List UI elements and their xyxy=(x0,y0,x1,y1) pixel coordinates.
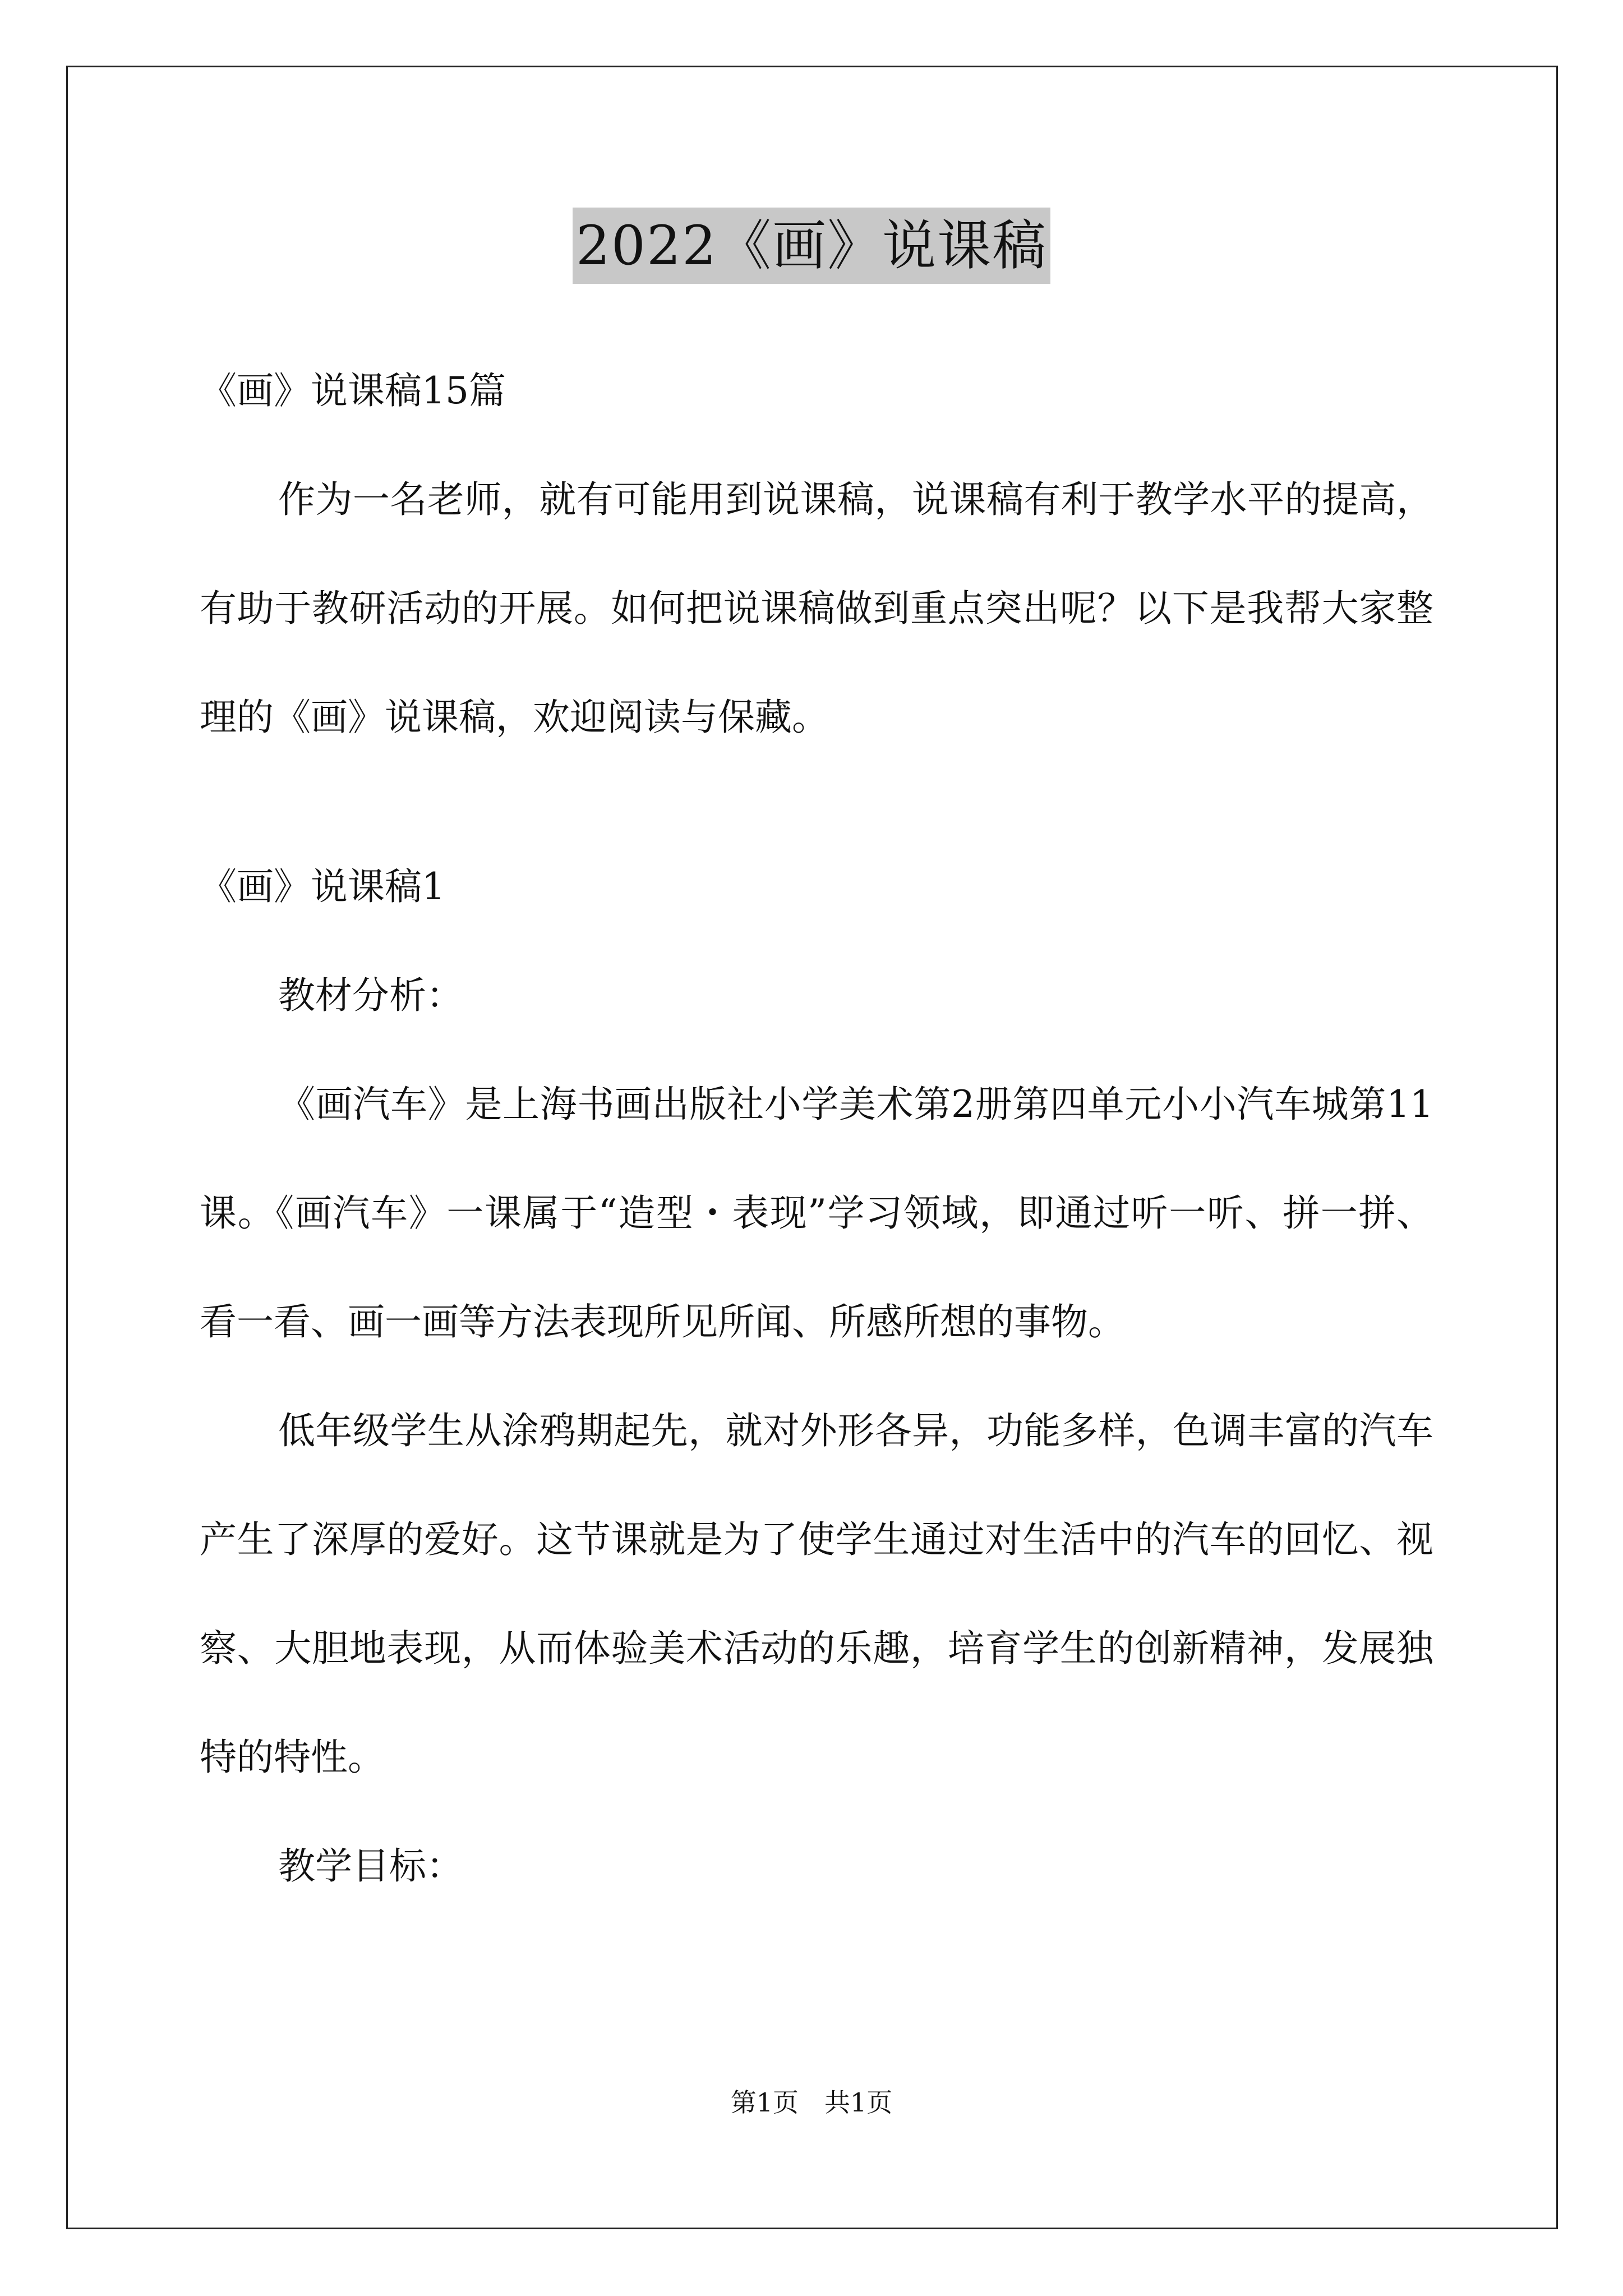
document-subtitle: 《画》说课稿15篇 xyxy=(200,369,506,412)
material-analysis-label: 教材分析： xyxy=(278,974,463,1017)
page-footer: 第1页 共1页 xyxy=(730,2087,893,2118)
document-body xyxy=(200,337,1433,1921)
teaching-goals-label: 教学目标： xyxy=(278,1844,463,1888)
material-paragraph-2: 低年级学生从涂鸦期起先，就对外形各异，功能多样，色调丰富的汽车产生了深厚的爱好。这节课就是为了使学生通过对生活中的汽车的回忆、视察、大胆地表现，从而体验美术活动的乐趣，培育学生的创新精神，发展独特的特性。 xyxy=(200,1409,1433,1779)
document-title: 2022《画》说课稿 xyxy=(573,208,1050,284)
section-heading: 《画》说课稿1 xyxy=(200,865,445,908)
material-paragraph-1: 《画汽车》是上海书画出版社小学美术第2册第四单元小小汽车城第11课。《画汽车》一课属于“造型・表现”学习领域，即通过听一听、拼一拼、看一看、画一画等方法表现所见所闻、所感所想的事物。 xyxy=(200,1083,1433,1343)
title-container xyxy=(0,208,1623,284)
intro-paragraph: 作为一名老师，就有可能用到说课稿，说课稿有利于教学水平的提高，有助于教研活动的开展。如何把说课稿做到重点突出呢？以下是我帮大家整理的《画》说课稿，欢迎阅读与保藏。 xyxy=(200,478,1433,739)
